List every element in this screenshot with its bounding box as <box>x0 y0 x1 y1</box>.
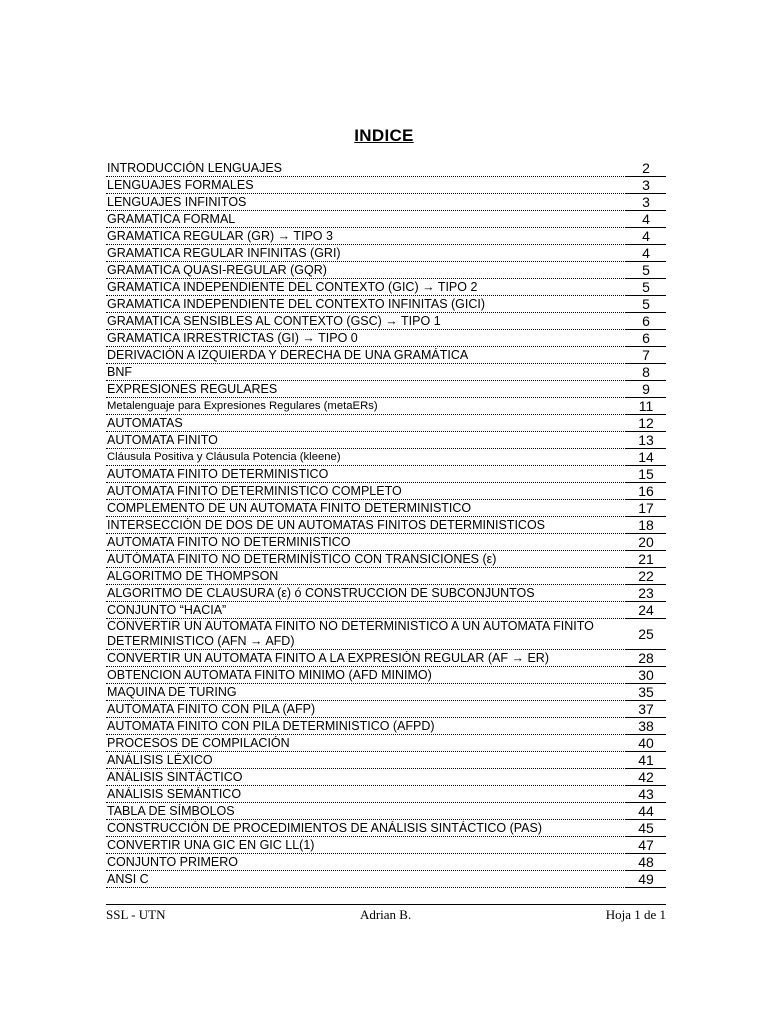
toc-entry-page: 44 <box>626 803 666 820</box>
toc-row <box>106 602 666 619</box>
toc-entry-page: 13 <box>626 432 666 449</box>
toc-row <box>106 568 666 585</box>
toc-row <box>106 769 666 786</box>
toc-row <box>106 245 666 262</box>
toc-row <box>106 650 666 667</box>
toc-entry-title: GRAMATICA IRRESTRICTAS (GI) → TIPO 0 <box>106 331 626 347</box>
toc-entry-title: GRAMATICA INDEPENDIENTE DEL CONTEXTO (GIC) → TIPO 2 <box>106 280 626 296</box>
toc-entry-page: 49 <box>626 871 666 888</box>
toc-row <box>106 313 666 330</box>
toc-entry-title: CONVERTIR UN AUTOMATA FINITO NO DETERMINISTICO A UN AUTOMATA FINITO DETERMINISTICO (AFN → AFD) <box>106 619 626 650</box>
toc-entry-page: 12 <box>626 415 666 432</box>
toc-entry-title: ALGORITMO DE CLAUSURA (ε) ó CONSTRUCCION DE SUBCONJUNTOS <box>106 586 626 602</box>
toc-row <box>106 398 666 415</box>
toc-row <box>106 466 666 483</box>
toc-entry-title: ALGORITMO DE THOMPSON <box>106 569 626 585</box>
page-title: INDICE <box>354 126 414 145</box>
toc-entry-page: 23 <box>626 585 666 602</box>
toc-entry-title: AUTOMATA FINITO CON PILA (AFP) <box>106 702 626 718</box>
toc-entry-page: 17 <box>626 500 666 517</box>
toc-row <box>106 551 666 568</box>
toc-entry-page: 45 <box>626 820 666 837</box>
toc-row <box>106 735 666 752</box>
toc-entry-title: TABLA DE SÍMBOLOS <box>106 804 626 820</box>
toc-entry-title: LENGUAJES FORMALES <box>106 178 626 194</box>
toc-entry-title: DERIVACIÓN A IZQUIERDA Y DERECHA DE UNA GRAMÁTICA <box>106 348 626 364</box>
toc-entry-page: 6 <box>626 330 666 347</box>
toc-entry-title: AUTOMATA FINITO NO DETERMINISTICO <box>106 535 626 551</box>
toc-row <box>106 585 666 602</box>
toc-row <box>106 296 666 313</box>
toc-row <box>106 364 666 381</box>
toc-row <box>106 701 666 718</box>
toc-row <box>106 752 666 769</box>
footer-author: Adrian B. <box>359 907 412 922</box>
toc-row <box>106 228 666 245</box>
toc-row <box>106 160 666 177</box>
toc-entry-page: 4 <box>626 245 666 262</box>
toc-entry-page: 48 <box>626 854 666 871</box>
toc-entry-page: 40 <box>626 735 666 752</box>
toc-row <box>106 854 666 871</box>
toc-entry-page: 5 <box>626 262 666 279</box>
toc-entry-title: INTERSECCIÓN DE DOS DE UN AUTOMATAS FINITOS DETERMINISTICOS <box>106 518 626 534</box>
footer-divider <box>106 904 666 905</box>
toc-entry-title: CONVERTIR UNA GIC EN GIC LL(1) <box>106 838 626 854</box>
footer-left-text: SSL - UTN <box>106 907 166 922</box>
toc-entry-title: Cláusula Positiva y Cláusula Potencia (kleene) <box>106 450 626 466</box>
toc-row <box>106 684 666 701</box>
toc-entry-page: 41 <box>626 752 666 769</box>
toc-entry-title: AUTOMATAS <box>106 416 626 432</box>
toc-entry-title: GRAMATICA REGULAR INFINITAS (GRI) <box>106 246 626 262</box>
toc-entry-page: 2 <box>626 160 666 177</box>
toc-entry-page: 8 <box>626 364 666 381</box>
toc-row <box>106 517 666 534</box>
toc-row <box>106 415 666 432</box>
footer-page-count: Hoja 1 de 1 <box>605 907 666 922</box>
toc-entry-title: ANÁLISIS SINTÁCTICO <box>106 770 626 786</box>
toc-entry-title: GRAMATICA QUASI-REGULAR (GQR) <box>106 263 626 279</box>
toc-row <box>106 279 666 296</box>
toc-entry-title: GRAMATICA INDEPENDIENTE DEL CONTEXTO INFINITAS (GICI) <box>106 297 626 313</box>
toc-entry-title: AUTOMATA FINITO <box>106 433 626 449</box>
toc-entry-title: GRAMATICA FORMAL <box>106 212 626 228</box>
toc-row <box>106 803 666 820</box>
toc-entry-page: 9 <box>626 381 666 398</box>
toc-entry-page: 20 <box>626 534 666 551</box>
toc-row <box>106 786 666 803</box>
toc-row <box>106 534 666 551</box>
toc-entry-title: CONVERTIR UN AUTOMATA FINITO A LA EXPRESIÓN REGULAR (AF → ER) <box>106 651 626 667</box>
toc-entry-title: OBTENCION AUTOMATA FINITO MINIMO (AFD MINIMO) <box>106 668 626 684</box>
toc-entry-page: 4 <box>626 228 666 245</box>
toc-entry-page: 21 <box>626 551 666 568</box>
toc-row <box>106 262 666 279</box>
toc-entry-page: 47 <box>626 837 666 854</box>
toc-row <box>106 871 666 888</box>
toc-entry-page: 6 <box>626 313 666 330</box>
toc-row <box>106 500 666 517</box>
toc-entry-page: 43 <box>626 786 666 803</box>
toc-row <box>106 432 666 449</box>
toc-entry-page: 7 <box>626 347 666 364</box>
toc-row <box>106 330 666 347</box>
toc-entry-title: MAQUINA DE TURING <box>106 685 626 701</box>
toc-entry-page: 18 <box>626 517 666 534</box>
toc-entry-title: BNF <box>106 365 626 381</box>
toc-row <box>106 718 666 735</box>
toc-entry-page: 14 <box>626 449 666 466</box>
toc-entry-title: EXPRESIONES REGULARES <box>106 382 626 398</box>
toc-entry-title: COMPLEMENTO DE UN AUTOMATA FINITO DETERMINISTICO <box>106 501 626 517</box>
toc-entry-title: GRAMATICA REGULAR (GR) → TIPO 3 <box>106 229 626 245</box>
toc-row <box>106 211 666 228</box>
toc-entry-page: 25 <box>626 619 666 650</box>
toc-entry-page: 3 <box>626 177 666 194</box>
footer <box>106 907 666 923</box>
toc-entry-page: 5 <box>626 296 666 313</box>
toc-entry-title: PROCESOS DE COMPILACIÓN <box>106 736 626 752</box>
toc-entry-page: 16 <box>626 483 666 500</box>
toc-entry-title: AUTOMATA FINITO DETERMINISTICO <box>106 467 626 483</box>
toc-entry-title: CONSTRUCCIÓN DE PROCEDIMIENTOS DE ANÁLISIS SINTÁCTICO (PAS) <box>106 821 626 837</box>
toc-row <box>106 837 666 854</box>
toc-row <box>106 347 666 364</box>
toc-entry-title: CONJUNTO PRIMERO <box>106 855 626 871</box>
toc-entry-title: AUTOMATA FINITO CON PILA DETERMINISTICO (AFPD) <box>106 719 626 735</box>
toc-entry-page: 22 <box>626 568 666 585</box>
toc-entry-page: 38 <box>626 718 666 735</box>
toc-row <box>106 177 666 194</box>
toc-entry-page: 35 <box>626 684 666 701</box>
toc-entry-title: GRAMATICA SENSIBLES AL CONTEXTO (GSC) → TIPO 1 <box>106 314 626 330</box>
toc-entry-page: 3 <box>626 194 666 211</box>
toc-entry-title: AUTÓMATA FINITO NO DETERMINÍSTICO CON TRANSICIONES (ε) <box>106 552 626 568</box>
toc-entry-page: 30 <box>626 667 666 684</box>
toc-entry-page: 4 <box>626 211 666 228</box>
toc-entry-page: 42 <box>626 769 666 786</box>
toc-entry-title: LENGUAJES INFINITOS <box>106 195 626 211</box>
toc-entry-title: AUTOMATA FINITO DETERMINISTICO COMPLETO <box>106 484 626 500</box>
toc-entry-page: 15 <box>626 466 666 483</box>
toc-entry-title: INTRODUCCIÓN LENGUAJES <box>106 161 626 177</box>
toc-row <box>106 820 666 837</box>
toc-entry-title: CONJUNTO “HACIA” <box>106 603 626 619</box>
toc-entry-title: ANÁLISIS SEMÁNTICO <box>106 787 626 803</box>
toc-entry-title: ANÁLISIS LÉXICO <box>106 753 626 769</box>
toc-entry-page: 11 <box>626 398 666 415</box>
toc-entry-title: Metalenguaje para Expresiones Regulares (metaERs) <box>106 399 626 415</box>
toc-row <box>106 619 666 650</box>
toc-row <box>106 667 666 684</box>
toc-row <box>106 483 666 500</box>
toc-row <box>106 449 666 466</box>
toc-entry-page: 28 <box>626 650 666 667</box>
toc-row <box>106 381 666 398</box>
toc-entry-title: ANSI C <box>106 872 626 888</box>
toc-entry-page: 5 <box>626 279 666 296</box>
table-of-contents <box>106 160 666 888</box>
toc-entry-page: 37 <box>626 701 666 718</box>
toc-entry-page: 24 <box>626 602 666 619</box>
toc-row <box>106 194 666 211</box>
